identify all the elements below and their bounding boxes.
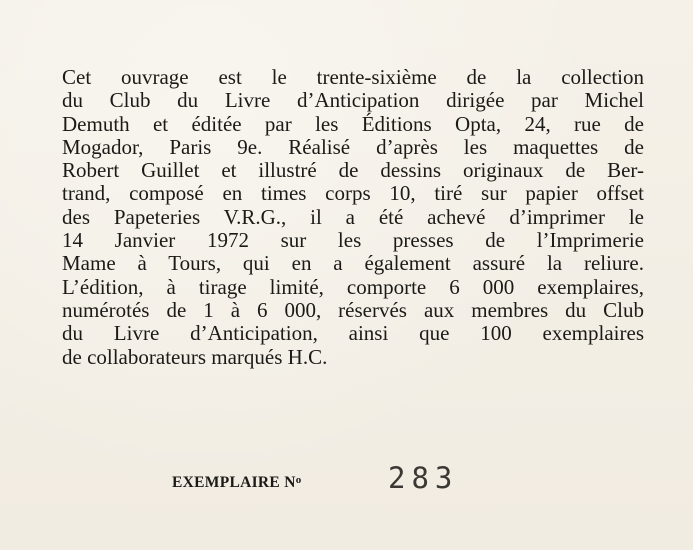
colophon-line: du Club du Livre d’Anticipation dirigée par Michel (62, 88, 644, 113)
exemplaire-label (172, 474, 302, 492)
exemplaire-label-text: EXEMPLAIRE N (172, 474, 296, 491)
colophon-line: Mogador, Paris 9e. Réalisé d’après les maquettes de (62, 134, 644, 159)
colophon-line: Cet ouvrage est le trente-sixième de la collection (62, 65, 644, 89)
colophon-line: du Livre d’Anticipation, ainsi que 100 exemplaires (62, 321, 644, 346)
colophon-line: de collaborateurs marqués H.C. (62, 344, 328, 369)
exemplaire-no-superscript: o (295, 474, 302, 486)
colophon-line: Mame à Tours, qui en a également assuré la reliure. (62, 251, 644, 276)
colophon-line: des Papeteries V.R.G., il a été achevé d’imprimer le (62, 204, 644, 229)
colophon-text (62, 66, 644, 369)
colophon-line: L’édition, à tirage limité, comporte 6 000 exemplaires, (62, 274, 644, 299)
copy-number: 283 (388, 461, 459, 495)
colophon-line: 14 Janvier 1972 sur les presses de l’Imprimerie (62, 228, 644, 253)
colophon-line: numérotés de 1 à 6 000, réservés aux membres du Club (62, 297, 644, 322)
colophon-line: Robert Guillet et illustré de dessins originaux de Ber- (62, 158, 644, 183)
colophon-line: trand, composé en times corps 10, tiré sur papier offset (62, 181, 644, 206)
colophon-line: Demuth et éditée par les Éditions Opta, 24, rue de (62, 111, 644, 136)
